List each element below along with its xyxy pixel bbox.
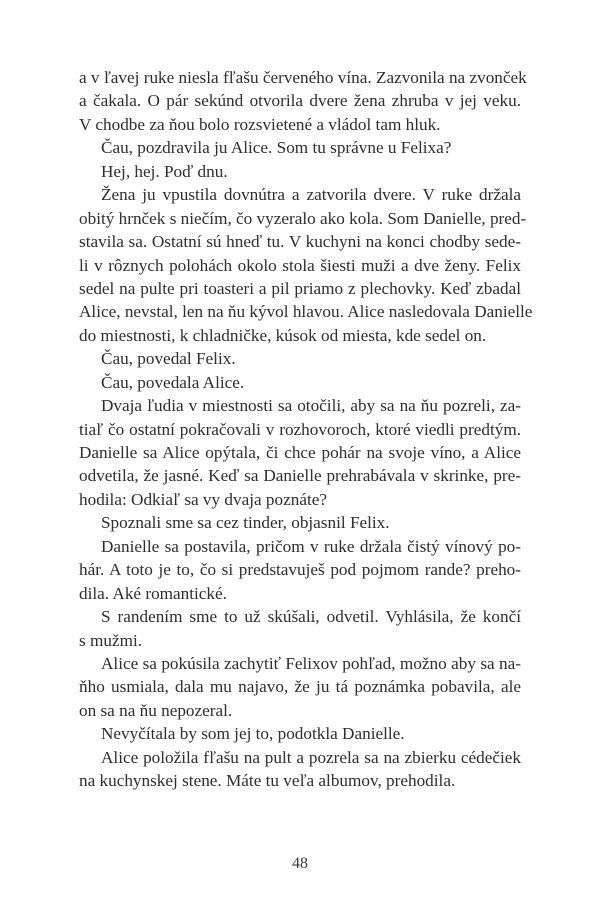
text-line: Žena ju vpustila dovnútra a zatvorila dvere. V ruke držala xyxy=(101,185,521,205)
body-text xyxy=(79,66,533,793)
text-line: Spoznali sme sa cez tinder, objasnil Felix. xyxy=(101,513,390,533)
text-line: tiaľ čo ostatní pokračovali v rozhovoroch, ktoré viedli predtým. xyxy=(79,419,521,439)
text-line: obitý hrnček s niečím, čo vyzeralo ako kola. Som Danielle, pred- xyxy=(79,208,527,228)
text-line: Alice položila fľašu na pult a pozrela sa na zbierku cédečiek xyxy=(101,747,521,767)
text-line: Alice sa pokúsila zachytiť Felixov pohľad, možno aby sa na- xyxy=(101,653,521,673)
text-line: do miestnosti, k chladničke, kúsok od miesta, kde sedel on. xyxy=(79,325,487,345)
text-line: S randením sme to už skúšali, odvetil. Vyhlásila, že končí xyxy=(101,607,521,627)
text-line: stavila sa. Ostatní sú hneď tu. V kuchyni na konci chodby sede- xyxy=(79,232,521,252)
text-line: ňho usmiala, dala mu najavo, že ju tá poznámka pobavila, ale xyxy=(79,677,521,697)
text-line: a v ľavej ruke niesla fľašu červeného vína. Zazvonila na zvonček xyxy=(79,68,527,87)
text-line: dila. Aké romantické. xyxy=(79,583,227,603)
page-number: 48 xyxy=(292,855,308,872)
text-line: Dvaja ľudia v miestnosti sa otočili, aby sa na ňu pozreli, za- xyxy=(101,396,521,416)
text-line: on sa na ňu nepozeral. xyxy=(79,700,233,720)
text-line: V chodbe za ňou bolo rozsvietené a vládol tam hluk. xyxy=(79,114,441,134)
text-line: Danielle sa postavila, pričom v ruke držala čistý vínový po- xyxy=(101,536,521,556)
text-line: na kuchynskej stene. Máte tu veľa albumov, prehodila. xyxy=(79,771,456,791)
text-line: hodila: Odkiaľ sa vy dvaja poznáte? xyxy=(79,489,328,509)
text-line: s mužmi. xyxy=(79,630,143,650)
text-line: Čau, povedala Alice. xyxy=(101,372,245,392)
text-line: Čau, pozdravila ju Alice. Som tu správne u Felixa? xyxy=(101,138,452,158)
text-line: Čau, povedal Felix. xyxy=(101,349,236,369)
text-line: a čakala. O pár sekúnd otvorila dvere žena zhruba v jej veku. xyxy=(79,91,521,111)
text-line: Alice, nevstal, len na ňu kývol hlavou. Alice nasledovala Danielle xyxy=(79,302,533,322)
text-line: Danielle sa Alice opýtala, či chce pohár na svoje víno, a Alice xyxy=(79,443,521,462)
text-line: odvetila, že jasné. Keď sa Danielle prehrabávala v skrinke, pre- xyxy=(79,466,521,486)
text-line: sedel na pulte pri toasteri a pil priamo z plechovky. Keď zbadal xyxy=(79,278,521,298)
text-line: Hej, hej. Poď dnu. xyxy=(101,161,228,181)
text-line: hár. A toto je to, čo si predstavuješ pod pojmom rande? preho- xyxy=(79,560,521,580)
text-line: li v rôznych polohách okolo stola šiesti muži a dve ženy. Felix xyxy=(79,255,521,275)
text-line: Nevyčítala by som jej to, podotkla Danielle. xyxy=(101,724,405,744)
